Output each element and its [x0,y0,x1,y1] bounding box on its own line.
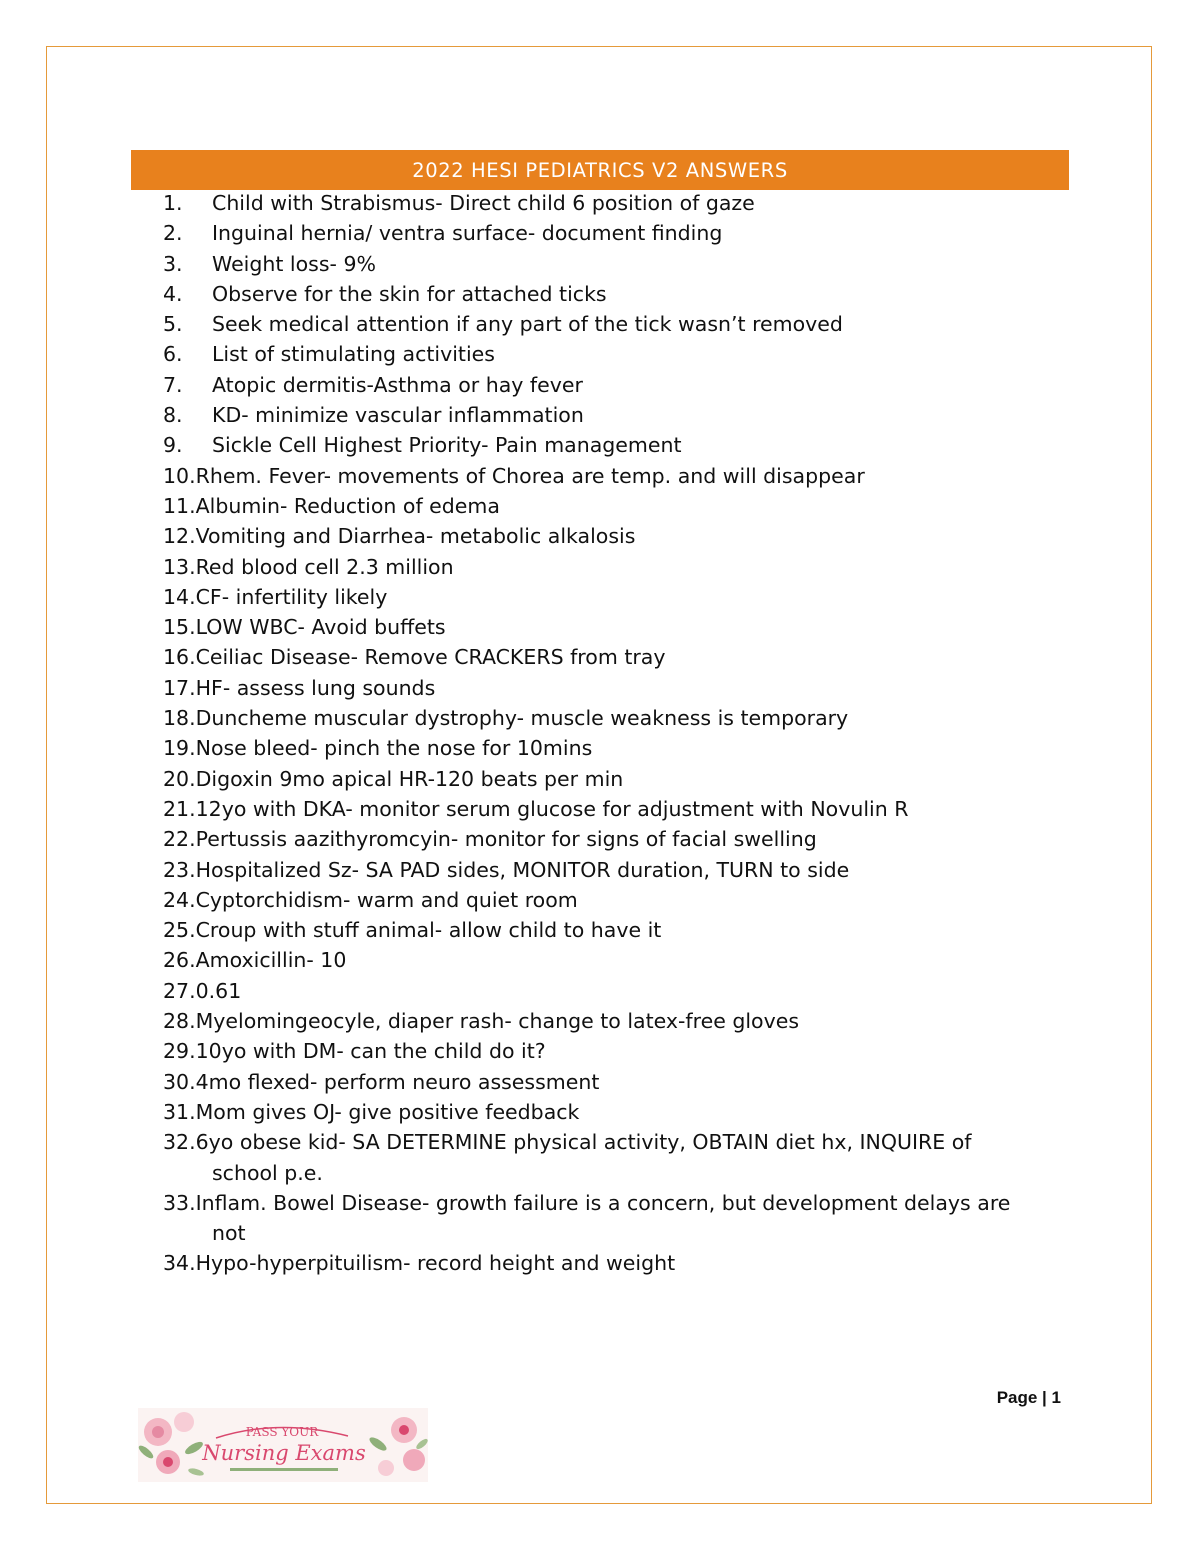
answer-text: Digoxin 9mo apical HR-120 beats per min [195,766,624,791]
answer-number: 8. [163,403,183,428]
answer-text: Rhem. Fever- movements of Chorea are temp. and will disappear [195,463,865,488]
answer-number: 23. [163,857,196,882]
answer-number: 33. [163,1190,196,1215]
answer-number: 21. [163,796,196,821]
answer-number: 2. [163,221,183,246]
answer-item [163,612,1043,642]
answer-number: 18. [163,706,196,731]
answer-number: 25. [163,918,196,943]
answer-number: 26. [163,948,196,973]
answer-text: Atopic dermitis-Asthma or hay fever [212,372,583,397]
answer-item [163,915,1043,945]
answer-item [163,491,1043,521]
answer-number: 3. [163,251,183,276]
answer-number: 30. [163,1069,196,1094]
logo-text-line2: Nursing Exams [202,1441,366,1465]
answer-item [163,1036,1043,1066]
answer-number: 19. [163,736,196,761]
answer-text: Hypo-hyperpituilism- record height and weight [195,1251,676,1276]
answer-item [163,673,1043,703]
answer-item [163,1188,1043,1249]
pass-your-nursing-exams-logo [138,1408,428,1482]
answer-item [163,1097,1043,1127]
answer-item [163,764,1043,794]
answer-number: 10. [163,463,196,488]
answer-text: Mom gives OJ- give positive feedback [195,1099,580,1124]
answer-item [163,430,1043,460]
answer-text: Inflam. Bowel Disease- growth failure is a concern, but development delays are not [195,1190,1011,1246]
answer-number: 31. [163,1099,196,1124]
answer-text: Seek medical attention if any part of the tick wasn’t removed [212,312,843,337]
answer-text: Weight loss- 9% [212,251,376,276]
answer-text: Duncheme muscular dystrophy- muscle weakness is temporary [195,706,849,731]
answer-number: 17. [163,675,196,700]
answers-list [163,188,1043,1279]
answer-item [163,945,1043,975]
answer-text: Nose bleed- pinch the nose for 10mins [195,736,593,761]
answer-text: List of stimulating activities [212,342,495,367]
answer-item [163,400,1043,430]
logo-text-line1: PASS YOUR [245,1425,319,1439]
answer-text: Red blood cell 2.3 million [195,554,454,579]
answer-item [163,249,1043,279]
answer-text: Vomiting and Diarrhea- metabolic alkalosis [195,524,636,549]
answer-text: Inguinal hernia/ ventra surface- document finding [212,221,723,246]
answer-text: Child with Strabismus- Direct child 6 position of gaze [212,191,755,215]
answer-item [163,703,1043,733]
answer-item [163,794,1043,824]
answer-item [163,1248,1043,1278]
answer-number: 9. [163,433,183,458]
answer-item [163,552,1043,582]
answer-text: KD- minimize vascular inflammation [212,403,584,428]
answer-number: 16. [163,645,196,670]
answer-number: 32. [163,1130,196,1155]
answer-text: Croup with stuff animal- allow child to have it [195,918,662,943]
answer-number: 14. [163,584,196,609]
answer-number: 11. [163,493,196,518]
answer-number: 20. [163,766,196,791]
answer-text: Ceiliac Disease- Remove CRACKERS from tray [195,645,666,670]
answer-item [163,1006,1043,1036]
answer-text: Pertussis aazithyromcyin- monitor for signs of facial swelling [195,827,817,852]
answer-item [163,642,1043,672]
answer-text: Cyptorchidism- warm and quiet room [195,887,578,912]
answer-number: 13. [163,554,196,579]
answer-item [163,976,1043,1006]
answer-item [163,279,1043,309]
answer-item [163,733,1043,763]
answer-number: 5. [163,312,183,337]
answer-number: 22. [163,827,196,852]
answer-number: 28. [163,1009,196,1034]
answer-item [163,188,1043,218]
answer-text: CF- infertility likely [195,584,388,609]
answer-text: Observe for the skin for attached ticks [212,281,607,306]
answer-text: HF- assess lung sounds [195,675,436,700]
answer-item [163,461,1043,491]
answer-text: Myelomingeocyle, diaper rash- change to latex-free gloves [195,1009,800,1034]
answer-text: LOW WBC- Avoid buffets [195,615,446,640]
answer-item [163,218,1043,248]
page-number: Page | 1 [996,1388,1061,1407]
answer-number: 1. [163,191,183,215]
answer-item [163,370,1043,400]
answer-number: 4. [163,281,183,306]
answer-item [163,855,1043,885]
answer-item [163,1127,1043,1188]
answer-text: Sickle Cell Highest Priority- Pain management [212,433,682,458]
answer-item [163,582,1043,612]
answer-item [163,885,1043,915]
answer-number: 29. [163,1039,196,1064]
answer-number: 15. [163,615,196,640]
answer-text: 4mo flexed- perform neuro assessment [195,1069,600,1094]
answer-item [163,521,1043,551]
answer-number: 6. [163,342,183,367]
answer-number: 12. [163,524,196,549]
answer-text: 6yo obese kid- SA DETERMINE physical activity, OBTAIN diet hx, INQUIRE of school p.e. [195,1130,972,1185]
answer-text: 12yo with DKA- monitor serum glucose for adjustment with Novulin R [195,796,909,821]
answer-item [163,824,1043,854]
answer-text: Albumin- Reduction of edema [195,493,500,518]
answer-text: Hospitalized Sz- SA PAD sides, MONITOR duration, TURN to side [195,857,850,882]
document-title: 2022 HESI PEDIATRICS V2 ANSWERS [131,150,1069,190]
answer-text: Amoxicillin- 10 [195,948,347,973]
answer-item [163,339,1043,369]
answer-item [163,1067,1043,1097]
answer-item [163,309,1043,339]
answer-text: 10yo with DM- can the child do it? [195,1039,546,1064]
answer-number: 27. [163,978,196,1003]
answer-text: 0.61 [195,978,242,1003]
answer-number: 7. [163,372,183,397]
answer-number: 34. [163,1251,196,1276]
answer-number: 24. [163,887,196,912]
